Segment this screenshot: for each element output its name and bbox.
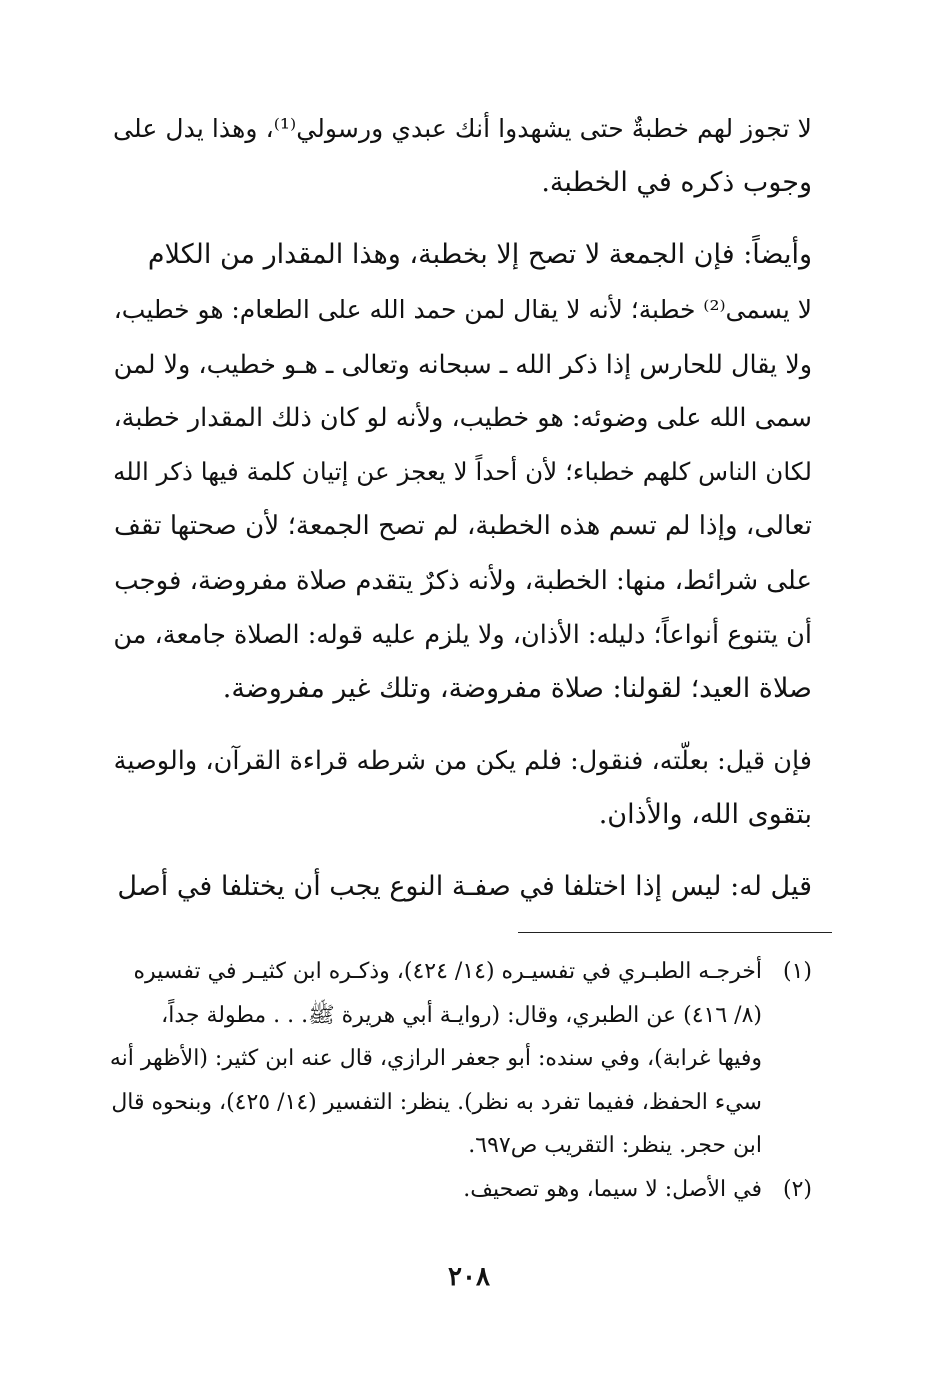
footnotes	[106, 950, 812, 1212]
footnote-2	[106, 1168, 812, 1212]
paragraph-3	[106, 734, 812, 842]
text-line: وجوب ذكره في الخطبة.	[541, 167, 812, 199]
footnote-number: (٢)	[782, 1176, 812, 1202]
footnote-line: وفيها غرابة)، وفي سنده: أبو جعفر الرازي، قال عنه ابن كثير: (الأظهر أنه	[109, 1046, 762, 1072]
text-line: ولا يقال للحارس إذا ذكر الله ـ سبحانه وتعالى ـ هـو خطيب، ولا لمن	[113, 348, 812, 379]
text-line: وأيضاً: فإن الجمعة لا تصح إلا بخطبة، وهذا المقدار من الكلام	[147, 239, 812, 271]
footnote-divider	[518, 932, 832, 933]
footnote-number: (١)	[782, 959, 812, 984]
text-line: تعالى، وإذا لم تسم هذه الخطبة، لم تصح الجمعة؛ لأن صحتها تقف	[113, 511, 812, 542]
text-line: قيل له: ليس إذا اختلفا في صفـة النوع يجب أن يختلفا في أصل	[117, 871, 812, 903]
text-line: على شرائط، منها: الخطبة، ولأنه ذكرٌ يتقدم صلاة مفروضة، فوجب	[114, 565, 812, 596]
paragraph-1	[106, 102, 812, 210]
footnote-line: سيء الحفظ، ففيما تفرد به نظر). ينظر: التفسير (١٤/ ٤٢٥)، وبنحوه قال	[111, 1089, 762, 1115]
footnote-line: (٨/ ٤١٦) عن الطبري، وقال: (روايـة أبي هريرة ﷺ. . . مطولة جداً،	[161, 1002, 762, 1028]
text-line: بتقوى الله، والأذان.	[598, 799, 812, 831]
paragraph-2	[106, 228, 812, 716]
footnote-line: في الأصل: لا سيما، وهو تصحيف.	[463, 1176, 762, 1202]
text-line: لكان الناس كلهم خطباء؛ لأن أحداً لا يعجز عن إتيان كلمة فيها ذكر الله	[113, 457, 812, 487]
text-line: أن يتنوع أنواعاً؛ دليله: الأذان، ولا يلزم عليه قوله: الصلاة جامعة، من	[113, 619, 812, 650]
text-line: فإن قيل: بعلّته، فنقول: فلم يكن من شرطه قراءة القرآن، والوصية	[113, 746, 812, 777]
page-number: ٢٠٨	[448, 1262, 490, 1292]
footnote-1	[106, 950, 812, 1168]
text-line: سمى الله على وضوئه: هو خطيب، ولأنه لو كان ذلك المقدار خطبة،	[113, 402, 812, 433]
paragraph-4	[106, 860, 812, 914]
footnote-line: أخرجـه الطبـري في تفسيـره (١٤/ ٤٢٤)، وذكـره ابن كثيـر في تفسيره	[133, 959, 762, 984]
text-line: صلاة العيد؛ لقولنا: صلاة مفروضة، وتلك غير مفروضة.	[222, 672, 812, 704]
text-line: لا تجوز لهم خطبةٌ حتى يشهدوا أنك عبدي ورسولي⁽¹⁾، وهذا يدل على	[113, 114, 812, 143]
main-text	[106, 102, 812, 915]
footnote-line: ابن حجر. ينظر: التقريب ص٦٩٧.	[468, 1133, 762, 1159]
text-line: لا يسمى⁽²⁾ خطبة؛ لأنه لا يقال لمن حمد الله على الطعام: هو خطيب،	[113, 294, 812, 324]
